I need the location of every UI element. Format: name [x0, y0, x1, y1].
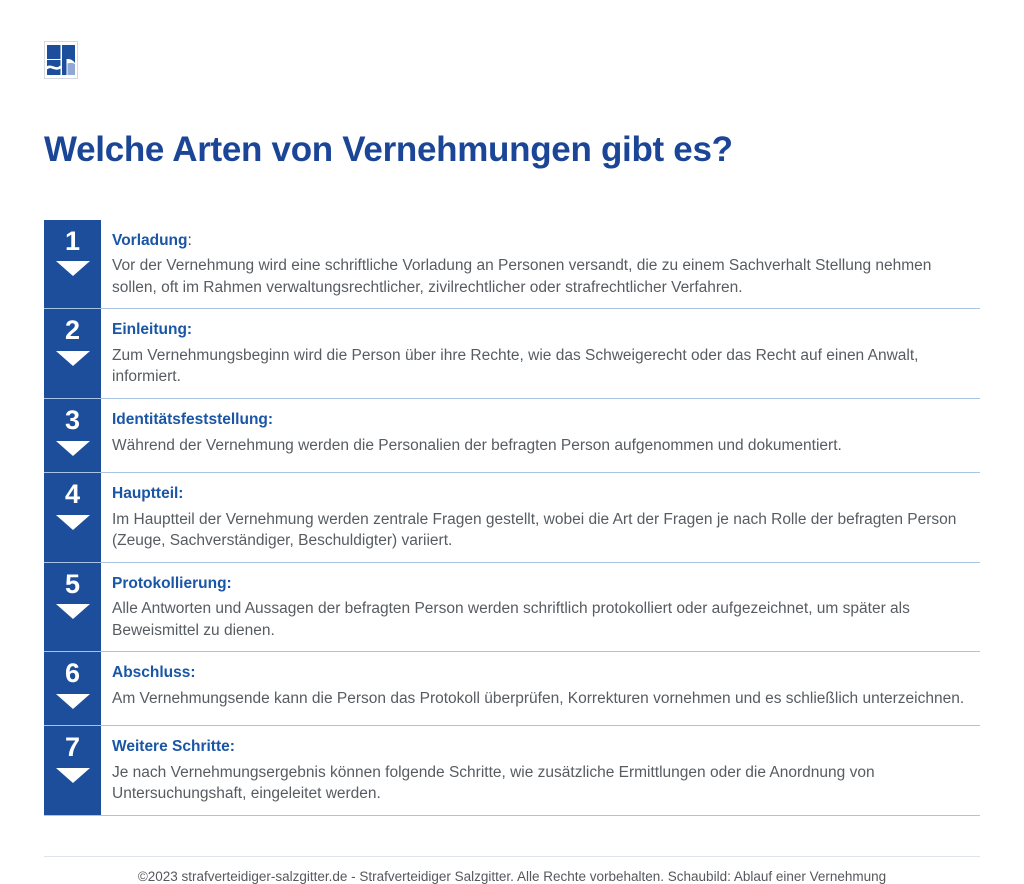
step-description: Alle Antworten und Aussagen der befragten Person werden schriftlich protokolliert oder aufgezeichnet, um später als Beweismittel zu dienen. — [112, 600, 910, 639]
step-number: 3 — [64, 404, 81, 435]
step-title-text: Vorladung — [112, 231, 188, 249]
step-text — [101, 563, 980, 652]
step-number-box — [44, 220, 101, 309]
step-title — [112, 574, 980, 595]
sh-logo-icon — [44, 41, 78, 79]
step-number-box — [44, 399, 101, 472]
arrow-down-icon — [56, 351, 90, 366]
step-title-text: Protokollierung: — [112, 574, 232, 592]
step-title-text: Abschluss: — [112, 664, 196, 682]
step-description: Am Vernehmungsende kann die Person das Protokoll überprüfen, Korrekturen vornehmen und es schließlich unterzeichnen. — [112, 690, 965, 708]
step-row — [44, 563, 980, 653]
step-text — [101, 399, 980, 472]
step-description: Vor der Vernehmung wird eine schriftliche Vorladung an Personen versandt, die zu einem Sachverhalt Stellung nehmen sollen, oft im Rahmen verwaltungsrechtlicher, zivilrechtlicher oder strafrechtlicher Verfahren. — [112, 257, 932, 296]
step-row — [44, 473, 980, 563]
step-title-text: Identitätsfeststellung: — [112, 410, 274, 428]
step-title-text: Einleitung: — [112, 321, 193, 339]
step-description: Je nach Vernehmungsergebnis können folgende Schritte, wie zusätzliche Ermittlungen oder die Anordnung von Untersuchungshaft, eingeleitet werden. — [112, 764, 875, 803]
step-text — [101, 309, 980, 398]
step-row — [44, 309, 980, 399]
step-title — [112, 320, 980, 341]
step-number-box — [44, 473, 101, 562]
step-title — [112, 410, 980, 431]
step-title — [112, 663, 980, 684]
step-row — [44, 652, 980, 726]
arrow-down-icon — [56, 441, 90, 456]
step-number: 6 — [64, 658, 81, 689]
step-title — [112, 737, 980, 758]
step-title-text: Weitere Schritte: — [112, 738, 235, 756]
arrow-down-icon — [56, 261, 90, 276]
footer-copyright: ©2023 strafverteidiger-salzgitter.de - Strafverteidiger Salzgitter. Alle Rechte vorbehalten. Schaubild: Ablauf einer Vernehmung — [137, 868, 887, 884]
step-description: Während der Vernehmung werden die Personalien der befragten Person aufgenommen und dokumentiert. — [112, 436, 842, 454]
step-title-suffix: : — [187, 231, 192, 249]
step-number: 2 — [64, 315, 81, 346]
step-title — [112, 231, 980, 252]
step-text — [101, 220, 980, 309]
arrow-down-icon — [56, 768, 90, 783]
step-row — [44, 220, 980, 310]
step-number-box — [44, 652, 101, 725]
step-number: 5 — [64, 568, 81, 599]
step-title-text: Hauptteil: — [112, 484, 184, 502]
arrow-down-icon — [56, 604, 90, 619]
step-row — [44, 399, 980, 473]
step-title — [112, 484, 980, 505]
step-number: 7 — [64, 732, 81, 763]
page-title: Welche Arten von Vernehmungen gibt es? — [44, 130, 733, 169]
step-number-box — [44, 309, 101, 398]
step-description: Im Hauptteil der Vernehmung werden zentrale Fragen gestellt, wobei die Art der Fragen je nach Rolle der befragten Person (Zeuge, Sachverständiger, Beschuldigter) variiert. — [112, 510, 957, 550]
step-text — [101, 726, 980, 815]
step-text — [101, 473, 980, 562]
step-number: 4 — [64, 478, 81, 509]
step-row — [44, 726, 980, 816]
footer-divider — [44, 856, 980, 857]
steps-list — [44, 220, 980, 816]
step-text — [101, 652, 980, 725]
step-number-box — [44, 726, 101, 815]
arrow-down-icon — [56, 515, 90, 530]
step-number: 1 — [64, 225, 81, 256]
step-number-box — [44, 563, 101, 652]
arrow-down-icon — [56, 694, 90, 709]
step-description: Zum Vernehmungsbeginn wird die Person über ihre Rechte, wie das Schweigerecht oder das Recht auf einen Anwalt, informiert. — [112, 347, 919, 386]
